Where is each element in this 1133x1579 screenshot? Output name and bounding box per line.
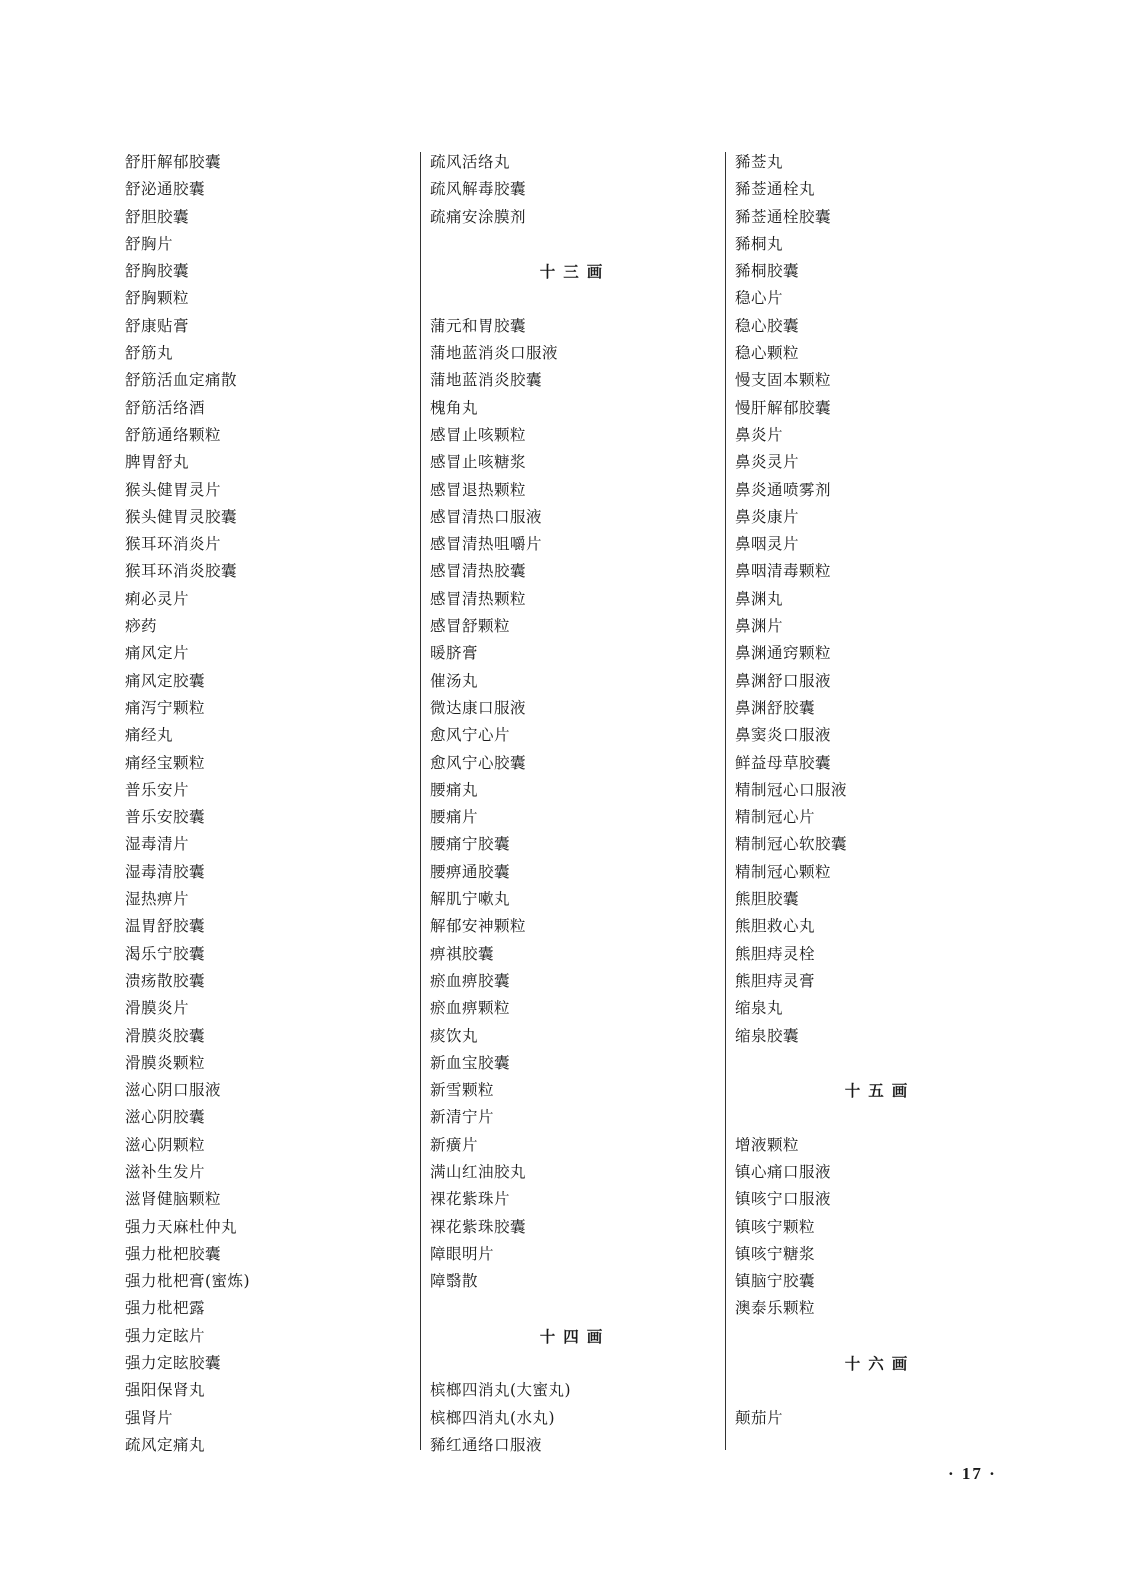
index-entry: 鼻渊丸	[735, 589, 784, 608]
index-entry: 渴乐宁胶囊	[125, 944, 206, 963]
index-entry: 豨莶丸	[735, 153, 784, 171]
column-divider	[420, 152, 421, 1450]
index-entry: 强力枇杷膏(蜜炼)	[125, 1272, 251, 1291]
index-entry: 缩泉丸	[735, 999, 784, 1018]
index-entry: 舒泌通胶囊	[125, 180, 206, 199]
index-entry: 感冒退热颗粒	[430, 480, 527, 499]
stroke-count-heading: 十五画	[844, 1081, 916, 1101]
stroke-count-heading: 十三画	[539, 262, 611, 282]
index-entry: 鼻渊片	[735, 617, 784, 636]
index-entry: 舒筋通络颗粒	[125, 425, 222, 444]
index-entry: 蒲地蓝消炎口服液	[430, 344, 559, 363]
index-entry: 感冒舒颗粒	[430, 617, 511, 636]
index-entry: 强力枇杷露	[125, 1299, 206, 1318]
index-entry: 感冒止咳糖浆	[430, 453, 527, 472]
index-entry: 槐角丸	[430, 398, 479, 417]
index-entry: 镇脑宁胶囊	[735, 1272, 816, 1291]
index-entry: 增液颗粒	[735, 1135, 800, 1154]
index-entry: 痛风定片	[125, 644, 190, 663]
index-entry: 鼻渊舒胶囊	[735, 698, 816, 717]
index-entry: 痢必灵片	[125, 589, 190, 608]
index-entry: 满山红油胶丸	[430, 1162, 527, 1181]
index-entry: 舒筋丸	[125, 344, 174, 363]
index-entry: 痛经丸	[125, 726, 174, 745]
index-entry: 鼻炎通喷雾剂	[735, 480, 832, 499]
index-entry: 湿毒清胶囊	[125, 862, 206, 881]
index-entry: 舒胸颗粒	[125, 289, 190, 308]
index-entry: 精制冠心软胶囊	[735, 835, 848, 854]
index-entry: 疏痛安涂膜剂	[430, 207, 527, 226]
index-entry: 强力枇杷胶囊	[125, 1244, 222, 1263]
index-entry: 强力定眩胶囊	[125, 1354, 222, 1373]
index-entry: 精制冠心口服液	[735, 780, 848, 799]
index-entry: 强阳保肾丸	[125, 1381, 206, 1400]
index-entry: 精制冠心颗粒	[735, 862, 832, 881]
index-entry: 感冒清热口服液	[430, 507, 543, 526]
index-entry: 滑膜炎片	[125, 999, 190, 1018]
index-entry: 痛泻宁颗粒	[125, 698, 206, 717]
index-entry: 感冒清热胶囊	[430, 562, 527, 581]
index-entry: 溃疡散胶囊	[125, 971, 206, 990]
index-entry: 颠茄片	[735, 1408, 784, 1427]
stroke-count-heading: 十四画	[539, 1326, 611, 1346]
index-entry: 蒲元和胃胶囊	[430, 316, 527, 335]
index-entry: 鼻渊通窍颗粒	[735, 644, 832, 663]
index-entry: 腰痛宁胶囊	[430, 835, 511, 854]
index-entry: 裸花紫珠片	[430, 1190, 511, 1209]
index-entry: 普乐安胶囊	[125, 808, 206, 827]
index-entry: 腰痛丸	[430, 780, 479, 799]
index-entry: 慢肝解郁胶囊	[735, 398, 832, 417]
index-entry: 感冒止咳颗粒	[430, 425, 527, 444]
index-entry: 温胃舒胶囊	[125, 917, 206, 936]
index-entry: 豨莶通栓胶囊	[735, 207, 832, 226]
index-entry: 强力天麻杜仲丸	[125, 1217, 238, 1236]
index-entry: 脾胃舒丸	[125, 453, 190, 472]
index-entry: 槟榔四消丸(大蜜丸)	[430, 1381, 572, 1400]
index-entry: 障眼明片	[430, 1244, 495, 1263]
index-entry: 稳心颗粒	[735, 344, 800, 363]
index-entry: 障翳散	[430, 1272, 479, 1291]
index-entry: 鼻炎灵片	[735, 453, 800, 472]
index-entry: 疏风定痛丸	[125, 1435, 206, 1454]
index-entry: 鼻渊舒口服液	[735, 671, 832, 690]
index-entry: 鼻炎康片	[735, 507, 800, 526]
index-entry: 镇咳宁口服液	[735, 1190, 832, 1209]
index-entry: 感冒清热颗粒	[430, 589, 527, 608]
index-entry: 精制冠心片	[735, 808, 816, 827]
index-entry: 镇咳宁颗粒	[735, 1217, 816, 1236]
index-entry: 滋补生发片	[125, 1162, 206, 1181]
index-entry: 鼻咽灵片	[735, 535, 800, 554]
index-entry: 慢支固本颗粒	[735, 371, 832, 390]
index-entry: 愈风宁心片	[430, 726, 511, 745]
index-entry: 普乐安片	[125, 780, 190, 799]
index-entry: 滋心阴颗粒	[125, 1135, 206, 1154]
index-entry: 解肌宁嗽丸	[430, 890, 511, 909]
index-entry: 鼻咽清毒颗粒	[735, 562, 832, 581]
index-entry: 鼻窦炎口服液	[735, 726, 832, 745]
index-entry: 舒胸片	[125, 234, 174, 253]
index-entry: 猴头健胃灵片	[125, 480, 222, 499]
index-entry: 滑膜炎胶囊	[125, 1026, 206, 1045]
index-entry: 熊胆痔灵栓	[735, 944, 816, 963]
index-entry: 鲜益母草胶囊	[735, 753, 832, 772]
page-number: · 17 ·	[948, 1464, 997, 1483]
column-1	[125, 149, 415, 1459]
index-entry: 愈风宁心胶囊	[430, 753, 527, 772]
column-2	[430, 149, 720, 1459]
index-entry: 腰痛片	[430, 808, 479, 827]
index-entry: 舒肝解郁胶囊	[125, 153, 222, 171]
index-entry: 熊胆胶囊	[735, 890, 800, 909]
index-entry: 滋肾健脑颗粒	[125, 1190, 222, 1209]
index-entry: 痰饮丸	[430, 1026, 479, 1045]
index-entry: 镇心痛口服液	[735, 1162, 832, 1181]
index-entry: 滑膜炎颗粒	[125, 1053, 206, 1072]
index-entry: 滋心阴口服液	[125, 1081, 222, 1100]
column-3	[735, 149, 1025, 1432]
index-entry: 疏风解毒胶囊	[430, 180, 527, 199]
index-entry: 滋心阴胶囊	[125, 1108, 206, 1127]
index-entry: 湿热痹片	[125, 890, 190, 909]
index-entry: 瘀血痹颗粒	[430, 999, 511, 1018]
index-entry: 舒胸胶囊	[125, 262, 190, 281]
index-entry: 舒筋活血定痛散	[125, 371, 238, 390]
index-entry: 腰痹通胶囊	[430, 862, 511, 881]
index-entry: 猴耳环消炎胶囊	[125, 562, 238, 581]
index-entry: 稳心胶囊	[735, 316, 800, 335]
index-entry: 豨桐丸	[735, 234, 784, 253]
index-entry: 强力定眩片	[125, 1326, 206, 1345]
index-entry: 澳泰乐颗粒	[735, 1299, 816, 1318]
index-entry: 稳心片	[735, 289, 784, 308]
index-entry: 强肾片	[125, 1408, 174, 1427]
index-entry: 缩泉胶囊	[735, 1026, 800, 1045]
index-entry: 新清宁片	[430, 1108, 495, 1127]
index-entry: 催汤丸	[430, 671, 479, 690]
index-entry: 豨桐胶囊	[735, 262, 800, 281]
index-entry: 疏风活络丸	[430, 153, 511, 171]
index-entry: 裸花紫珠胶囊	[430, 1217, 527, 1236]
index-entry: 瘀血痹胶囊	[430, 971, 511, 990]
index-entry: 鼻炎片	[735, 425, 784, 444]
index-entry: 痛风定胶囊	[125, 671, 206, 690]
index-entry: 新癀片	[430, 1135, 479, 1154]
index-entry: 湿毒清片	[125, 835, 190, 854]
index-entry: 熊胆痔灵膏	[735, 971, 816, 990]
index-entry: 豨红通络口服液	[430, 1435, 543, 1454]
index-entry: 新血宝胶囊	[430, 1053, 511, 1072]
index-entry: 槟榔四消丸(水丸)	[430, 1408, 556, 1427]
stroke-count-heading: 十六画	[844, 1354, 916, 1374]
index-entry: 镇咳宁糖浆	[735, 1244, 816, 1263]
column-divider	[725, 152, 726, 1450]
index-entry: 痹祺胶囊	[430, 944, 495, 963]
index-entry: 蒲地蓝消炎胶囊	[430, 371, 543, 390]
index-entry: 微达康口服液	[430, 698, 527, 717]
index-entry: 新雪颗粒	[430, 1081, 495, 1100]
index-entry: 解郁安神颗粒	[430, 917, 527, 936]
index-entry: 猴头健胃灵胶囊	[125, 507, 238, 526]
index-entry: 舒筋活络酒	[125, 398, 206, 417]
index-entry: 暖脐膏	[430, 644, 479, 663]
index-entry: 感冒清热咀嚼片	[430, 535, 543, 554]
index-entry: 舒胆胶囊	[125, 207, 190, 226]
index-entry: 痧药	[125, 617, 158, 636]
index-entry: 猴耳环消炎片	[125, 535, 222, 554]
index-entry: 痛经宝颗粒	[125, 753, 206, 772]
index-entry: 舒康贴膏	[125, 316, 190, 335]
index-entry: 熊胆救心丸	[735, 917, 816, 936]
index-entry: 豨莶通栓丸	[735, 180, 816, 199]
